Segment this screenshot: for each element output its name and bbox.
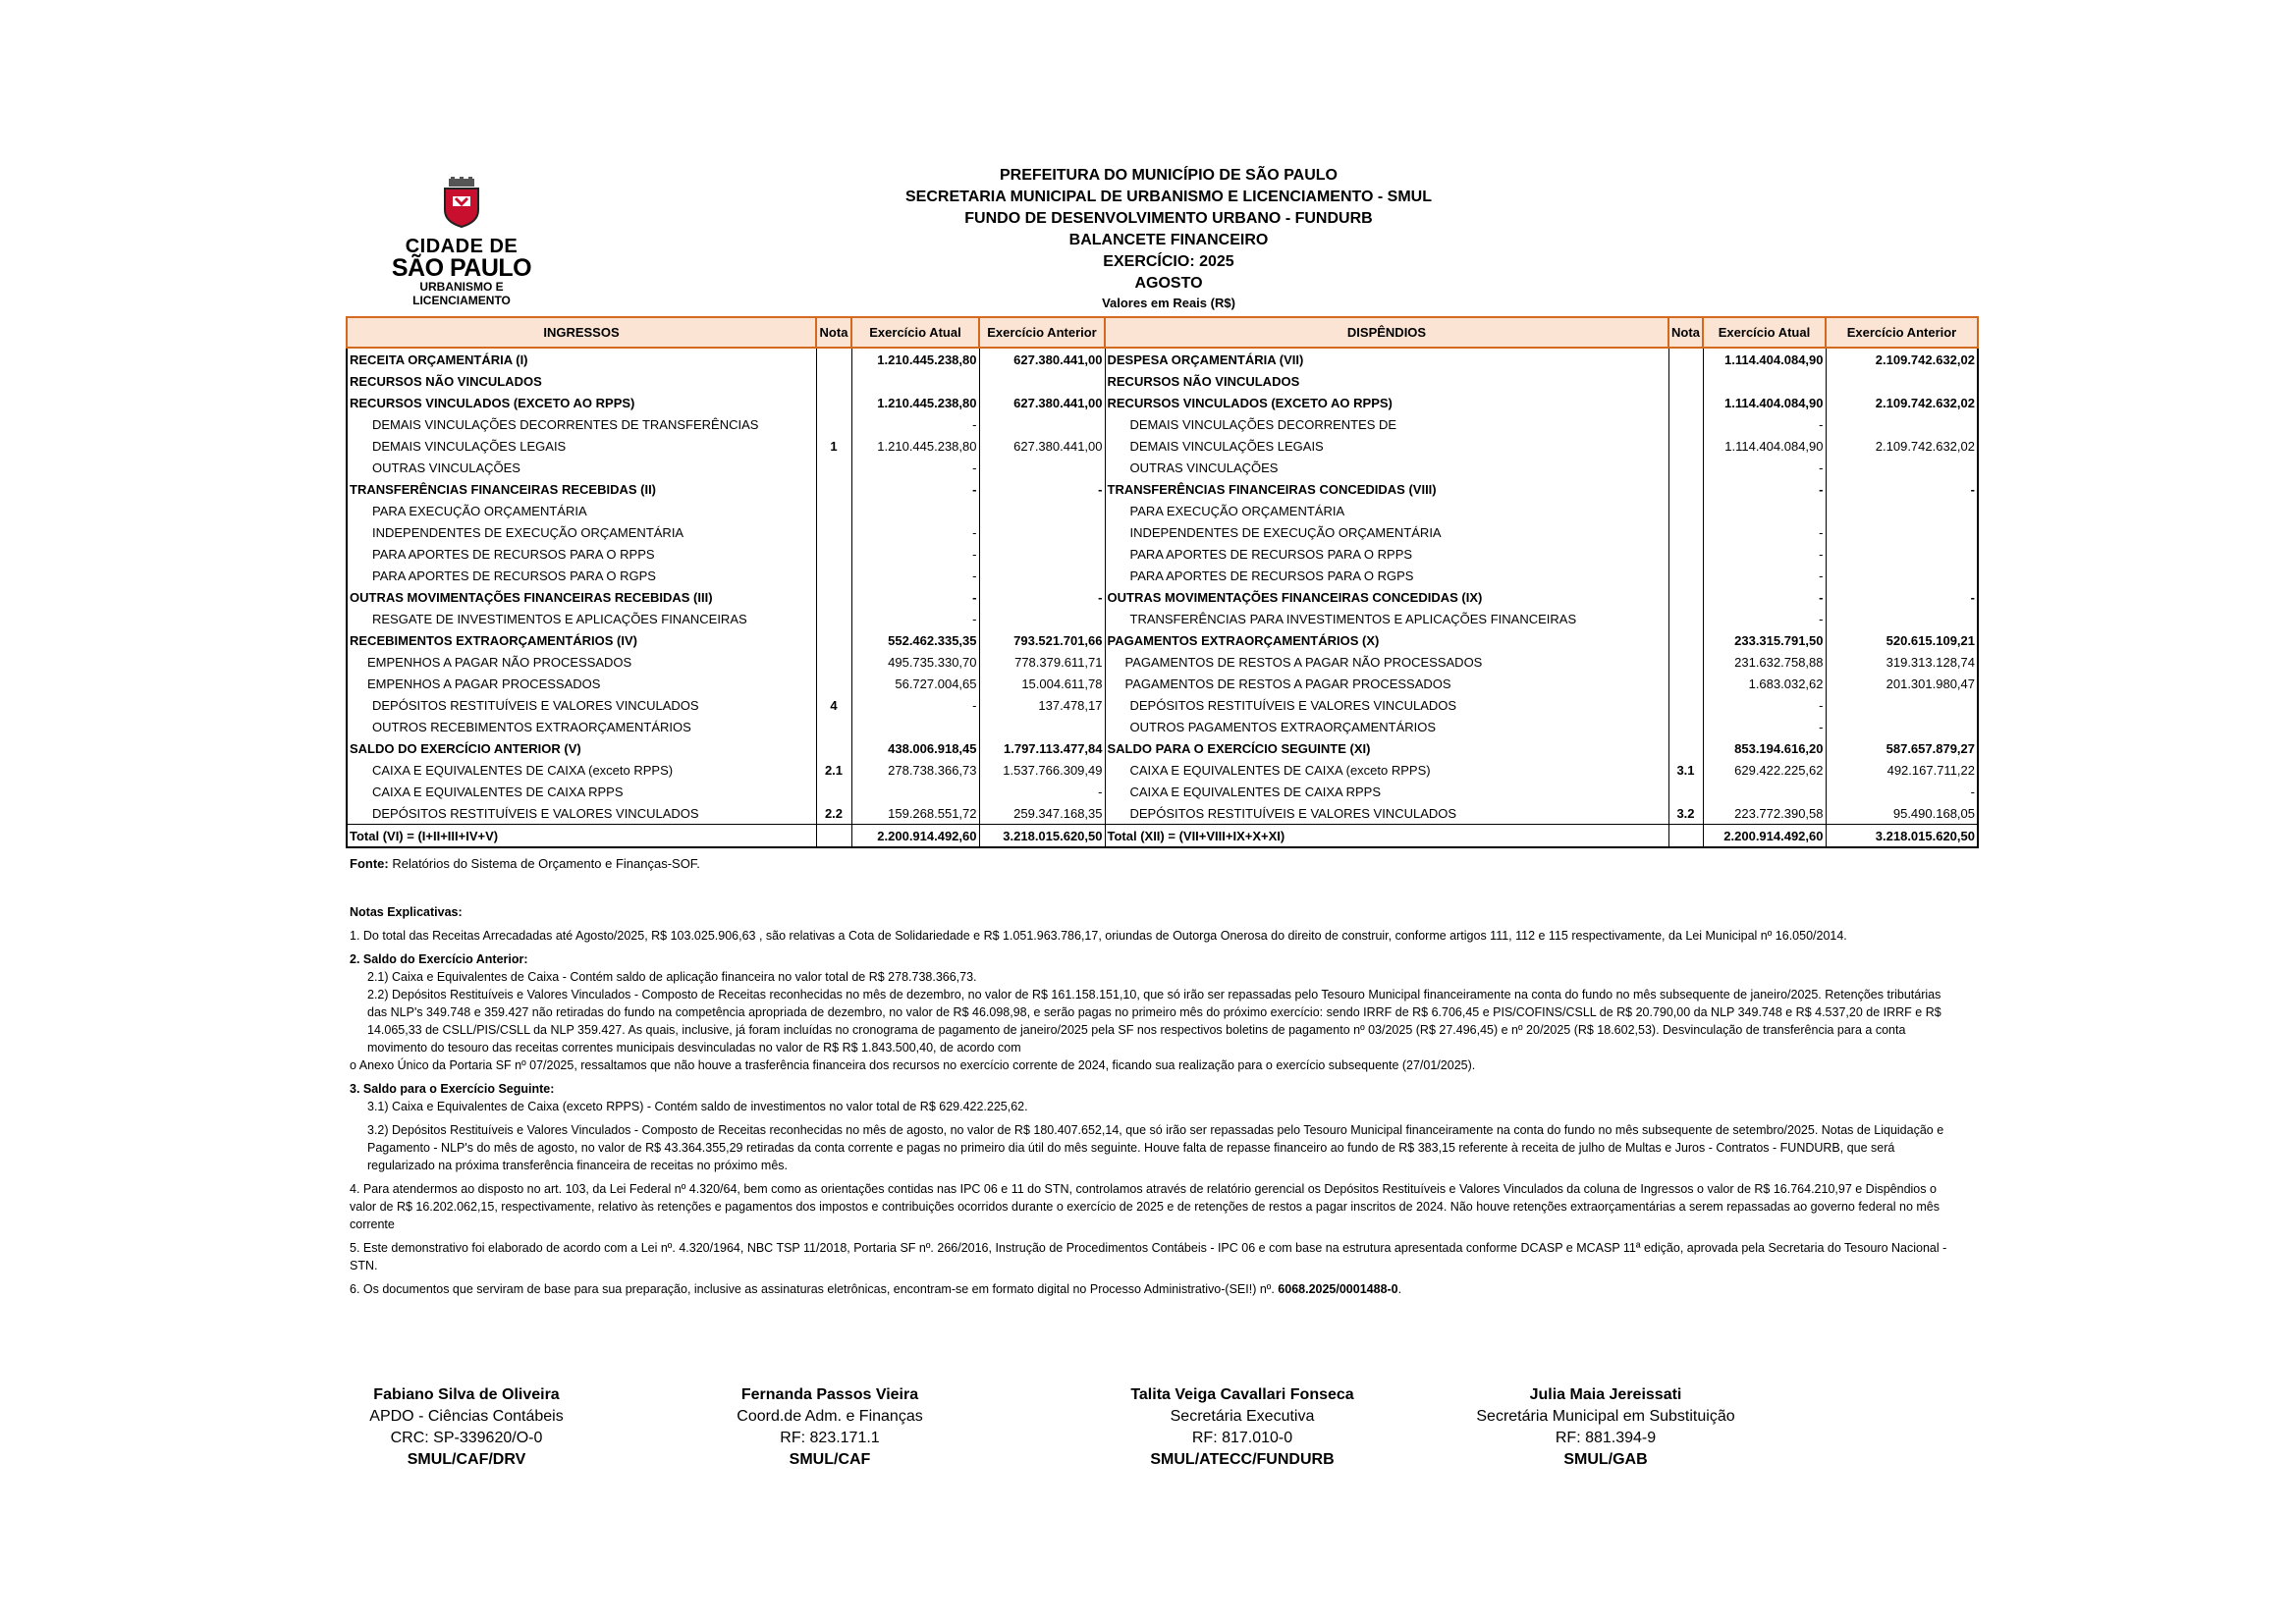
col-header: Nota	[816, 317, 851, 348]
table-row	[347, 759, 1978, 781]
header-exercicio: EXERCÍCIO: 2025	[1103, 253, 1234, 270]
ingresso-atual: 2.200.914.492,60	[851, 825, 979, 848]
signer-unit: SMUL/CAF	[789, 1451, 871, 1468]
table-row	[347, 543, 1978, 565]
dispendio-anterior	[1826, 413, 1978, 435]
dispendio-nota	[1668, 521, 1703, 543]
dispendio-anterior: -	[1826, 478, 1978, 500]
ingresso-anterior	[979, 565, 1105, 586]
table-row	[347, 565, 1978, 586]
ingresso-anterior	[979, 370, 1105, 392]
signer-name: Julia Maia Jereissati	[1529, 1386, 1682, 1403]
ingresso-label: DEMAIS VINCULAÇÕES LEGAIS	[347, 435, 816, 457]
table-row	[347, 737, 1978, 759]
ingresso-anterior: 137.478,17	[979, 694, 1105, 716]
balancete-table	[346, 316, 1979, 848]
dispendio-nota	[1668, 651, 1703, 673]
dispendio-atual: -	[1703, 586, 1826, 608]
dispendio-nota	[1668, 435, 1703, 457]
dispendio-anterior: 2.109.742.632,02	[1826, 435, 1978, 457]
table-row	[347, 802, 1978, 825]
ingresso-label: DEPÓSITOS RESTITUÍVEIS E VALORES VINCULADOS	[347, 694, 816, 716]
dispendio-label: PARA APORTES DE RECURSOS PARA O RGPS	[1105, 565, 1668, 586]
dispendio-label: INDEPENDENTES DE EXECUÇÃO ORÇAMENTÁRIA	[1105, 521, 1668, 543]
dispendio-nota: 3.2	[1668, 802, 1703, 825]
ingresso-anterior: 627.380.441,00	[979, 435, 1105, 457]
note-2-1: 2.1) Caixa e Equivalentes de Caixa - Contém saldo de aplicação financeira no valor total de R$ 278.738.366,73.	[367, 970, 977, 984]
table-row	[347, 781, 1978, 802]
table-row	[347, 457, 1978, 478]
ingresso-nota: 1	[816, 435, 851, 457]
table-header-row	[347, 317, 1978, 348]
table-row	[347, 716, 1978, 737]
dispendio-anterior	[1826, 521, 1978, 543]
ingresso-nota	[816, 651, 851, 673]
dispendio-nota	[1668, 370, 1703, 392]
dispendio-nota	[1668, 348, 1703, 370]
table-body	[347, 348, 1978, 847]
ingresso-atual	[851, 781, 979, 802]
ingresso-anterior: -	[979, 781, 1105, 802]
dispendio-label: PARA APORTES DE RECURSOS PARA O RPPS	[1105, 543, 1668, 565]
dispendio-atual: 1.114.404.084,90	[1703, 435, 1826, 457]
table-row	[347, 413, 1978, 435]
dispendio-anterior: 587.657.879,27	[1826, 737, 1978, 759]
ingresso-anterior: 1.537.766.309,49	[979, 759, 1105, 781]
dispendio-atual: -	[1703, 608, 1826, 629]
ingresso-nota	[816, 781, 851, 802]
dispendio-label: PAGAMENTOS EXTRAORÇAMENTÁRIOS (X)	[1105, 629, 1668, 651]
ingresso-atual: 1.210.445.238,80	[851, 348, 979, 370]
ingresso-nota	[816, 737, 851, 759]
ingresso-label: INDEPENDENTES DE EXECUÇÃO ORÇAMENTÁRIA	[347, 521, 816, 543]
ingresso-label: Total (VI) = (I+II+III+IV+V)	[347, 825, 816, 848]
ingresso-atual: -	[851, 457, 979, 478]
ingresso-label: RECEITA ORÇAMENTÁRIA (I)	[347, 348, 816, 370]
dispendio-anterior: 201.301.980,47	[1826, 673, 1978, 694]
note-1: 1. Do total das Receitas Arrecadadas até Agosto/2025, R$ 103.025.906,63 , são relativas a Cota de Solidariedade e R$ 1.051.963.786,17, oriundas de Outorga Onerosa do direito de construir, conforme artigos 111, 112 e 115 respectivamente, da Lei Municipal nº 16.050/2014.	[350, 929, 1847, 943]
header-prefeitura: PREFEITURA DO MUNICÍPIO DE SÃO PAULO	[999, 167, 1338, 184]
dispendio-anterior	[1826, 543, 1978, 565]
ingresso-anterior	[979, 413, 1105, 435]
ingresso-nota	[816, 370, 851, 392]
dispendio-atual	[1703, 500, 1826, 521]
dispendio-anterior: 95.490.168,05	[1826, 802, 1978, 825]
signer-id: RF: 817.010-0	[1191, 1430, 1293, 1446]
ingresso-nota: 2.1	[816, 759, 851, 781]
ingresso-nota	[816, 716, 851, 737]
dispendio-atual: -	[1703, 413, 1826, 435]
ingresso-atual	[851, 716, 979, 737]
ingresso-label: OUTRAS VINCULAÇÕES	[347, 457, 816, 478]
ingresso-anterior: 778.379.611,71	[979, 651, 1105, 673]
dispendio-atual: -	[1703, 565, 1826, 586]
dispendio-anterior	[1826, 608, 1978, 629]
dispendio-atual: 2.200.914.492,60	[1703, 825, 1826, 848]
dispendio-nota	[1668, 586, 1703, 608]
dispendio-anterior: 2.109.742.632,02	[1826, 348, 1978, 370]
ingresso-atual: -	[851, 521, 979, 543]
ingresso-nota	[816, 457, 851, 478]
dispendio-atual: 231.632.758,88	[1703, 651, 1826, 673]
ingresso-nota	[816, 608, 851, 629]
ingresso-atual: 159.268.551,72	[851, 802, 979, 825]
ingresso-nota	[816, 565, 851, 586]
ingresso-anterior	[979, 543, 1105, 565]
ingresso-atual: 495.735.330,70	[851, 651, 979, 673]
signer-role: APDO - Ciências Contábeis	[369, 1408, 564, 1425]
note-6	[350, 1280, 1960, 1298]
dispendio-nota	[1668, 825, 1703, 848]
dispendio-label: PARA EXECUÇÃO ORÇAMENTÁRIA	[1105, 500, 1668, 521]
signer-id: RF: 823.171.1	[780, 1430, 880, 1446]
ingresso-label: PARA APORTES DE RECURSOS PARA O RGPS	[347, 565, 816, 586]
ingresso-atual: 278.738.366,73	[851, 759, 979, 781]
source-label: Fonte:	[350, 856, 389, 871]
dispendio-anterior: 319.313.128,74	[1826, 651, 1978, 673]
ingresso-atual: -	[851, 413, 979, 435]
ingresso-label: DEPÓSITOS RESTITUÍVEIS E VALORES VINCULADOS	[347, 802, 816, 825]
ingresso-nota	[816, 629, 851, 651]
ingresso-atual: 1.210.445.238,80	[851, 392, 979, 413]
city-crest-icon	[439, 177, 484, 228]
table-row	[347, 673, 1978, 694]
notes-title: Notas Explicativas:	[350, 905, 463, 919]
note-6-process: 6068.2025/0001488-0	[1278, 1282, 1398, 1296]
ingresso-nota: 2.2	[816, 802, 851, 825]
ingresso-nota	[816, 825, 851, 848]
note-4: 4. Para atendermos ao disposto no art. 103, da Lei Federal nº 4.320/64, bem como as orientações contidas nas IPC 06 e 11 do STN, controlamos através de relatório gerencial os Depósitos Restituíveis e Valores Vinculados da coluna de Ingressos o valor de R$ 16.764.210,97 e Dispêndios o valor de R$ 16.202.062,15, respectivamente, relativo às retenções e pagamentos dos impostos e contribuições ocorridos durante o exercício de 2025 e de retenções de restos a pagar inscritos de 2024. Não houve retenções extraorçamentárias a serem repassadas ao governo federal no mês corrente	[350, 1182, 1941, 1231]
note-2-2: 2.2) Depósitos Restituíveis e Valores Vinculados - Composto de Receitas reconhecidas no mês de dezembro, no valor de R$ 161.158.151,10, que só irão ser repassadas pelo Tesouro Municipal financeiramente na conta do fundo no mês subsequente de janeiro/2025. Retenções tributárias das NLP's 349.748 e 359.427 não retiradas do fundo na competência apropriada de dezembro, no valor de R$ 46.098,98, e serão pagas no primeiro mês do próximo exercício: sendo IRRF de R$ 6.706,45 e PIS/COFINS/CSLL de R$ 20.790,00 da NLP 349.748 e R$ 4.537,20 de IRRF e R$ 14.065,33 de CSLL/PIS/CSLL da NLP 359.427. As quais, inclusive, já foram incluídas no cronograma de pagamento de janeiro/2025 pela SF nos respectivos boletins de pagamento nº 03/2025 (R$ 27.496,45) e nº 20/2025 (R$ 18.602,53). Desvinculação de transferência para a conta movimento do tesouro das receitas correntes municipais desvinculadas no valor de R$ R$ 1.843.500,40, de acordo com	[367, 988, 1941, 1055]
ingresso-nota	[816, 543, 851, 565]
table-row	[347, 500, 1978, 521]
dispendio-nota	[1668, 629, 1703, 651]
ingresso-label: RECEBIMENTOS EXTRAORÇAMENTÁRIOS (IV)	[347, 629, 816, 651]
dispendio-atual: 1.114.404.084,90	[1703, 392, 1826, 413]
dispendio-nota	[1668, 737, 1703, 759]
signer-role: Secretária Executiva	[1170, 1408, 1315, 1425]
dispendio-nota	[1668, 673, 1703, 694]
col-header: Exercício Anterior	[1826, 317, 1978, 348]
dispendio-anterior	[1826, 565, 1978, 586]
dispendio-anterior: 520.615.109,21	[1826, 629, 1978, 651]
logo-line-4: LICENCIAMENTO	[412, 294, 511, 307]
ingresso-anterior: 627.380.441,00	[979, 348, 1105, 370]
ingresso-atual: 1.210.445.238,80	[851, 435, 979, 457]
dispendio-label: OUTRAS VINCULAÇÕES	[1105, 457, 1668, 478]
ingresso-anterior	[979, 521, 1105, 543]
dispendio-atual: 233.315.791,50	[1703, 629, 1826, 651]
dispendio-anterior: 2.109.742.632,02	[1826, 392, 1978, 413]
dispendio-label: DEMAIS VINCULAÇÕES DECORRENTES DE	[1105, 413, 1668, 435]
ingresso-label: CAIXA E EQUIVALENTES DE CAIXA RPPS	[347, 781, 816, 802]
signer-id: CRC: SP-339620/O-0	[390, 1430, 543, 1446]
ingresso-atual: -	[851, 478, 979, 500]
dispendio-label: DESPESA ORÇAMENTÁRIA (VII)	[1105, 348, 1668, 370]
dispendio-nota	[1668, 716, 1703, 737]
ingresso-label: PARA APORTES DE RECURSOS PARA O RPPS	[347, 543, 816, 565]
signer-id: RF: 881.394-9	[1555, 1430, 1657, 1446]
signer-unit: SMUL/ATECC/FUNDURB	[1150, 1451, 1335, 1468]
dispendio-label: DEMAIS VINCULAÇÕES LEGAIS	[1105, 435, 1668, 457]
dispendio-atual: -	[1703, 521, 1826, 543]
ingresso-anterior: -	[979, 478, 1105, 500]
signature-block	[668, 1384, 992, 1471]
dispendio-atual: -	[1703, 716, 1826, 737]
ingresso-label: CAIXA E EQUIVALENTES DE CAIXA (exceto RPPS)	[347, 759, 816, 781]
ingresso-nota	[816, 348, 851, 370]
explanatory-notes	[350, 903, 1960, 1304]
ingresso-nota	[816, 673, 851, 694]
dispendio-nota: 3.1	[1668, 759, 1703, 781]
dispendio-nota	[1668, 781, 1703, 802]
dispendio-atual: 629.422.225,62	[1703, 759, 1826, 781]
dispendio-label: OUTRAS MOVIMENTAÇÕES FINANCEIRAS CONCEDIDAS (IX)	[1105, 586, 1668, 608]
dispendio-label: SALDO PARA O EXERCÍCIO SEGUINTE (XI)	[1105, 737, 1668, 759]
note-6-text: 6. Os documentos que serviram de base para sua preparação, inclusive as assinaturas eletrônicas, encontram-se em formato digital no Processo Administrativo-(SEI!) nº.	[350, 1282, 1279, 1296]
signer-unit: SMUL/GAB	[1563, 1451, 1648, 1468]
ingresso-label: OUTRAS MOVIMENTAÇÕES FINANCEIRAS RECEBIDAS (III)	[347, 586, 816, 608]
note-5: 5. Este demonstrativo foi elaborado de acordo com a Lei nº. 4.320/1964, NBC TSP 11/2018, Portaria SF nº. 266/2016, Instrução de Procedimentos Contábeis - IPC 06 e com base na estrutura apresentada conforme DCASP e MCASP 11ª edição, aprovada pela Secretaria do Tesouro Nacional - STN.	[350, 1241, 1947, 1272]
ingresso-nota	[816, 392, 851, 413]
dispendio-atual: 223.772.390,58	[1703, 802, 1826, 825]
table-row	[347, 478, 1978, 500]
table-row	[347, 825, 1978, 848]
ingresso-atual: -	[851, 543, 979, 565]
logo-line-1: CIDADE DE	[405, 236, 519, 257]
dispendio-nota	[1668, 565, 1703, 586]
dispendio-anterior	[1826, 716, 1978, 737]
header-title: BALANCETE FINANCEIRO	[1068, 232, 1269, 248]
ingresso-atual	[851, 370, 979, 392]
ingresso-nota: 4	[816, 694, 851, 716]
dispendio-atual: 1.114.404.084,90	[1703, 348, 1826, 370]
ingresso-atual: -	[851, 586, 979, 608]
note-3-1: 3.1) Caixa e Equivalentes de Caixa (exceto RPPS) - Contém saldo de investimentos no valor total de R$ 629.422.225,62.	[367, 1100, 1028, 1113]
dispendio-anterior: 3.218.015.620,50	[1826, 825, 1978, 848]
col-header: Nota	[1668, 317, 1703, 348]
ingresso-atual: 438.006.918,45	[851, 737, 979, 759]
signer-unit: SMUL/CAF/DRV	[407, 1451, 526, 1468]
ingresso-nota	[816, 500, 851, 521]
ingresso-anterior: 259.347.168,35	[979, 802, 1105, 825]
ingresso-atual: 56.727.004,65	[851, 673, 979, 694]
dispendio-label: RECURSOS NÃO VINCULADOS	[1105, 370, 1668, 392]
ingresso-nota	[816, 478, 851, 500]
signer-role: Coord.de Adm. e Finanças	[737, 1408, 923, 1425]
dispendio-nota	[1668, 413, 1703, 435]
dispendio-label: Total (XII) = (VII+VIII+IX+X+XI)	[1105, 825, 1668, 848]
ingresso-nota	[816, 413, 851, 435]
ingresso-atual	[851, 500, 979, 521]
table-row	[347, 521, 1978, 543]
ingresso-anterior	[979, 500, 1105, 521]
dispendio-nota	[1668, 478, 1703, 500]
ingresso-atual: -	[851, 565, 979, 586]
dispendio-anterior	[1826, 694, 1978, 716]
dispendio-label: TRANSFERÊNCIAS PARA INVESTIMENTOS E APLICAÇÕES FINANCEIRAS	[1105, 608, 1668, 629]
col-header: Exercício Anterior	[979, 317, 1105, 348]
dispendio-label: DEPÓSITOS RESTITUÍVEIS E VALORES VINCULADOS	[1105, 694, 1668, 716]
ingresso-label: SALDO DO EXERCÍCIO ANTERIOR (V)	[347, 737, 816, 759]
dispendio-nota	[1668, 457, 1703, 478]
ingresso-nota	[816, 521, 851, 543]
ingresso-anterior	[979, 716, 1105, 737]
dispendio-label: OUTROS PAGAMENTOS EXTRAORÇAMENTÁRIOS	[1105, 716, 1668, 737]
dispendio-atual	[1703, 370, 1826, 392]
table-row	[347, 435, 1978, 457]
ingresso-atual: 552.462.335,35	[851, 629, 979, 651]
dispendio-nota	[1668, 608, 1703, 629]
dispendio-label: RECURSOS VINCULADOS (EXCETO AO RPPS)	[1105, 392, 1668, 413]
ingresso-anterior: 793.521.701,66	[979, 629, 1105, 651]
note-6-end: .	[1397, 1282, 1402, 1296]
document-header	[766, 165, 1571, 314]
note-2-2b: o Anexo Único da Portaria SF nº 07/2025, ressaltamos que não houve a trasferência financeira dos recursos no exercício corrente de 2024, ficando sua realização para o exercício subsequente (27/01/2025).	[350, 1058, 1476, 1072]
col-header: DISPÊNDIOS	[1105, 317, 1668, 348]
note-3-2: 3.2) Depósitos Restituíveis e Valores Vinculados - Composto de Receitas reconhecidas no mês de agosto, no valor de R$ 180.407.652,14, que só irão ser repassadas pelo Tesouro Municipal financeiramente na conta do fundo no mês subsequente de setembro/2025. Notas de Liquidação e Pagamento - NLP's do mês de agosto, no valor de R$ 43.364.355,29 retiradas da conta corrente e pagas no primeiro dia útil do mês seguinte. Houve falta de repasse financeiro ao fundo de R$ 383,15 referente à receita de julho de Multas e Juros - Contratos - FUNDURB, que será regularizado na próxima transferência financeira de receitas no próximo mês.	[367, 1123, 1944, 1172]
dispendio-anterior: 492.167.711,22	[1826, 759, 1978, 781]
ingresso-label: EMPENHOS A PAGAR NÃO PROCESSADOS	[347, 651, 816, 673]
logo-line-2: SÃO PAULO	[391, 254, 532, 282]
city-logo	[388, 177, 535, 307]
signature-block	[1080, 1384, 1404, 1471]
table-row	[347, 694, 1978, 716]
ingresso-label: OUTROS RECEBIMENTOS EXTRAORÇAMENTÁRIOS	[347, 716, 816, 737]
header-unit: Valores em Reais (R$)	[1102, 296, 1235, 310]
signature-block	[304, 1384, 629, 1471]
ingresso-atual: -	[851, 608, 979, 629]
dispendio-label: PAGAMENTOS DE RESTOS A PAGAR NÃO PROCESSADOS	[1105, 651, 1668, 673]
signer-name: Fernanda Passos Vieira	[740, 1386, 919, 1403]
header-secretaria: SECRETARIA MUNICIPAL DE URBANISMO E LICENCIAMENTO - SMUL	[904, 189, 1432, 205]
dispendio-atual: 853.194.616,20	[1703, 737, 1826, 759]
ingresso-anterior: 3.218.015.620,50	[979, 825, 1105, 848]
dispendio-nota	[1668, 543, 1703, 565]
ingresso-anterior: -	[979, 586, 1105, 608]
note-3-title: 3. Saldo para o Exercício Seguinte:	[350, 1082, 555, 1096]
dispendio-atual: -	[1703, 694, 1826, 716]
table-row	[347, 370, 1978, 392]
signer-role: Secretária Municipal em Substituição	[1476, 1408, 1735, 1425]
dispendio-anterior: -	[1826, 781, 1978, 802]
dispendio-anterior	[1826, 457, 1978, 478]
ingresso-label: EMPENHOS A PAGAR PROCESSADOS	[347, 673, 816, 694]
signature-block	[1444, 1384, 1768, 1471]
ingresso-label: RESGATE DE INVESTIMENTOS E APLICAÇÕES FINANCEIRAS	[347, 608, 816, 629]
dispendio-atual	[1703, 781, 1826, 802]
signer-name: Fabiano Silva de Oliveira	[373, 1386, 560, 1403]
dispendio-label: DEPÓSITOS RESTITUÍVEIS E VALORES VINCULADOS	[1105, 802, 1668, 825]
ingresso-atual: -	[851, 694, 979, 716]
dispendio-label: PAGAMENTOS DE RESTOS A PAGAR PROCESSADOS	[1105, 673, 1668, 694]
dispendio-atual: 1.683.032,62	[1703, 673, 1826, 694]
header-fundo: FUNDO DE DESENVOLVIMENTO URBANO - FUNDURB	[964, 210, 1373, 227]
ingresso-label: RECURSOS VINCULADOS (EXCETO AO RPPS)	[347, 392, 816, 413]
ingresso-anterior: 15.004.611,78	[979, 673, 1105, 694]
ingresso-label: RECURSOS NÃO VINCULADOS	[347, 370, 816, 392]
dispendio-nota	[1668, 694, 1703, 716]
ingresso-anterior: 1.797.113.477,84	[979, 737, 1105, 759]
dispendio-anterior	[1826, 370, 1978, 392]
dispendio-label: CAIXA E EQUIVALENTES DE CAIXA (exceto RPPS)	[1105, 759, 1668, 781]
dispendio-atual: -	[1703, 543, 1826, 565]
dispendio-atual: -	[1703, 478, 1826, 500]
logo-line-3: URBANISMO E	[419, 280, 504, 294]
ingresso-anterior: 627.380.441,00	[979, 392, 1105, 413]
col-header: Exercício Atual	[851, 317, 979, 348]
dispendio-atual: -	[1703, 457, 1826, 478]
dispendio-anterior	[1826, 500, 1978, 521]
table-row	[347, 651, 1978, 673]
source-text: Relatórios do Sistema de Orçamento e Finanças-SOF.	[388, 856, 700, 871]
ingresso-label: PARA EXECUÇÃO ORÇAMENTÁRIA	[347, 500, 816, 521]
table-row	[347, 392, 1978, 413]
col-header: Exercício Atual	[1703, 317, 1826, 348]
dispendio-label: CAIXA E EQUIVALENTES DE CAIXA RPPS	[1105, 781, 1668, 802]
ingresso-anterior	[979, 457, 1105, 478]
signer-name: Talita Veiga Cavallari Fonseca	[1130, 1386, 1354, 1403]
col-header: INGRESSOS	[347, 317, 816, 348]
table-row	[347, 629, 1978, 651]
source-note	[350, 856, 700, 871]
dispendio-nota	[1668, 392, 1703, 413]
header-mes: AGOSTO	[1134, 275, 1203, 292]
dispendio-label: TRANSFERÊNCIAS FINANCEIRAS CONCEDIDAS (VIII)	[1105, 478, 1668, 500]
table-row	[347, 348, 1978, 370]
ingresso-label: TRANSFERÊNCIAS FINANCEIRAS RECEBIDAS (II)	[347, 478, 816, 500]
ingresso-label: DEMAIS VINCULAÇÕES DECORRENTES DE TRANSFERÊNCIAS	[347, 413, 816, 435]
table-row	[347, 608, 1978, 629]
ingresso-anterior	[979, 608, 1105, 629]
note-2-title: 2. Saldo do Exercício Anterior:	[350, 952, 528, 966]
dispendio-nota	[1668, 500, 1703, 521]
ingresso-nota	[816, 586, 851, 608]
dispendio-anterior: -	[1826, 586, 1978, 608]
table-row	[347, 586, 1978, 608]
